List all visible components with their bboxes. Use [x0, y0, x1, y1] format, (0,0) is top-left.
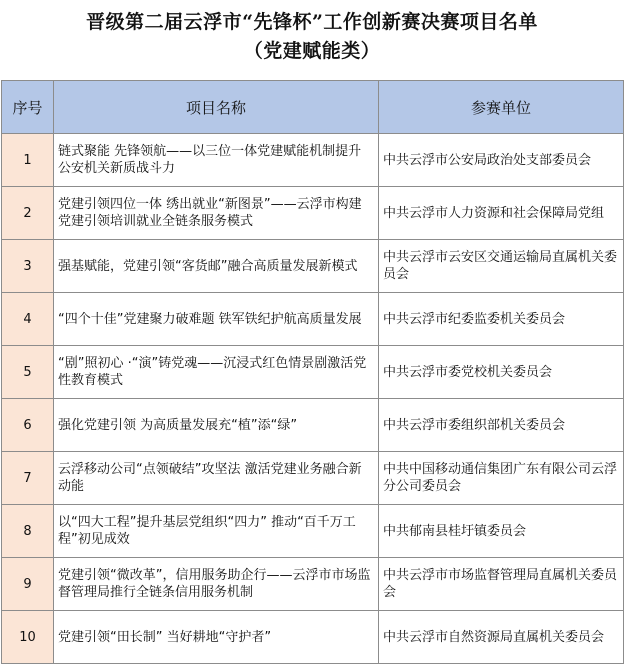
row-project-name: 强化党建引领 为高质量发展充“植”添“绿” [54, 399, 379, 452]
row-unit: 中共云浮市自然资源局直属机关委员会 [379, 611, 624, 664]
row-number: 10 [2, 611, 54, 664]
table-row [2, 240, 624, 293]
page-title: 晋级第二届云浮市“先锋杯”工作创新赛决赛项目名单 [86, 11, 538, 33]
row-project-name: 强基赋能，党建引领“客货邮”融合高质量发展新模式 [54, 240, 379, 293]
row-unit: 中共中国移动通信集团广东有限公司云浮分公司委员会 [379, 452, 624, 505]
row-unit: 中共云浮市市场监督管理局直属机关委员会 [379, 558, 624, 611]
table-row [2, 505, 624, 558]
row-unit: 中共云浮市云安区交通运输局直属机关委员会 [379, 240, 624, 293]
row-number: 8 [2, 505, 54, 558]
row-number: 5 [2, 346, 54, 399]
header-unit: 参赛单位 [379, 81, 624, 134]
table-row [2, 558, 624, 611]
row-project-name: 云浮移动公司“点领破结”攻坚法 激活党建业务融合新动能 [54, 452, 379, 505]
table-header-row [2, 81, 624, 134]
table-row [2, 399, 624, 452]
project-table [1, 80, 624, 664]
header-project-name: 项目名称 [54, 81, 379, 134]
row-number: 2 [2, 187, 54, 240]
row-project-name: 党建引领“田长制” 当好耕地“守护者” [54, 611, 379, 664]
page-subtitle: （党建赋能类） [243, 40, 381, 62]
row-unit: 中共云浮市委党校机关委员会 [379, 346, 624, 399]
table-row [2, 187, 624, 240]
row-unit: 中共云浮市人力资源和社会保障局党组 [379, 187, 624, 240]
row-project-name: “四个十佳”党建聚力破难题 铁军铁纪护航高质量发展 [54, 293, 379, 346]
header-number: 序号 [2, 81, 54, 134]
row-unit: 中共云浮市公安局政治处支部委员会 [379, 134, 624, 187]
title-block [0, 0, 624, 80]
row-project-name: 党建引领四位一体 绣出就业“新图景”——云浮市构建党建引领培训就业全链条服务模式 [54, 187, 379, 240]
row-number: 4 [2, 293, 54, 346]
row-number: 9 [2, 558, 54, 611]
row-number: 3 [2, 240, 54, 293]
table-row [2, 293, 624, 346]
row-project-name: 党建引领“微改革”，信用服务助企行——云浮市市场监督管理局推行全链条信用服务机制 [54, 558, 379, 611]
row-project-name: 链式聚能 先锋领航——以三位一体党建赋能机制提升公安机关新质战斗力 [54, 134, 379, 187]
row-project-name: 以“四大工程”提升基层党组织“四力” 推动“百千万工程”初见成效 [54, 505, 379, 558]
row-project-name: “剧”照初心 ·“演”铸党魂——沉浸式红色情景剧激活党性教育模式 [54, 346, 379, 399]
row-number: 7 [2, 452, 54, 505]
row-unit: 中共云浮市纪委监委机关委员会 [379, 293, 624, 346]
row-unit: 中共云浮市委组织部机关委员会 [379, 399, 624, 452]
table-row [2, 452, 624, 505]
row-number: 6 [2, 399, 54, 452]
row-number: 1 [2, 134, 54, 187]
row-unit: 中共郁南县桂圩镇委员会 [379, 505, 624, 558]
table-row [2, 611, 624, 664]
table-row [2, 346, 624, 399]
table-row [2, 134, 624, 187]
